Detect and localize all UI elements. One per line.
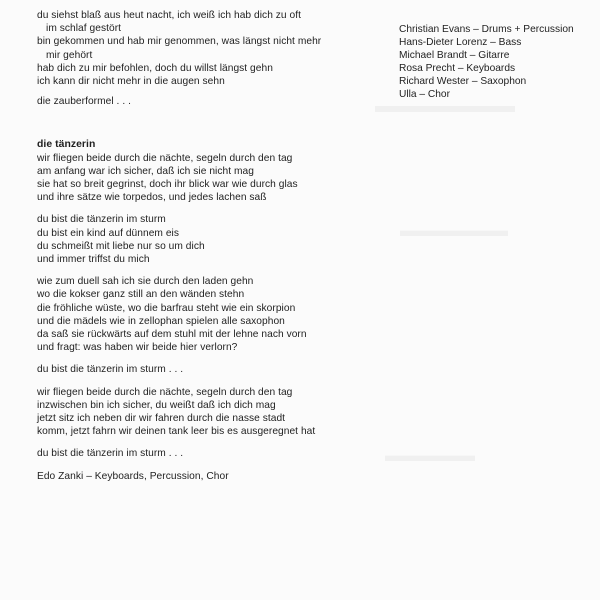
credit-line: Christian Evans – Drums + Percussion: [399, 24, 574, 35]
stanza-3: [37, 386, 377, 439]
credit-line: Michael Brandt – Gitarre: [399, 50, 510, 62]
lyric-line: da saß sie rückwärts auf dem stuhl mit der lehne nach vorn: [37, 329, 307, 341]
lyric-line: und ihre sätze wie torpedos, und jedes lachen saß: [37, 192, 267, 204]
stanza-2: [37, 275, 377, 354]
lyric-line: bin gekommen und hab mir genommen, was längst nicht mehr: [37, 36, 322, 48]
lyric-line: am anfang war ich sicher, daß ich sie nicht mag: [37, 165, 254, 177]
lyric-line: du bist die tänzerin im sturm: [37, 214, 166, 226]
lyric-line: komm, jetzt fahrn wir deinen tank leer bis es ausgeregnet hat: [37, 426, 316, 438]
refrain-line: du bist die tänzerin im sturm . . .: [37, 364, 184, 376]
credit-line: Ulla – Chor: [399, 89, 450, 101]
lyric-line: und die mädels wie in zellophan spielen alle saxophon: [37, 315, 285, 327]
credit-line: Richard Wester – Saxophon: [399, 76, 527, 88]
chorus-1: [37, 213, 377, 266]
lyric-line: und fragt: was haben wir beide hier verlorn?: [37, 342, 238, 354]
song1-ending: die zauberformel . . .: [37, 96, 131, 108]
lyric-line: im schlaf gestört: [46, 23, 122, 35]
credit-line: Hans-Dieter Lorenz – Bass: [399, 37, 522, 49]
lyric-line: die fröhliche wüste, wo die barfrau steht wie ein skorpion: [37, 302, 296, 314]
song1-lines: [37, 9, 377, 88]
lyric-line: jetzt sitz ich neben dir wir fahren durch die nasse stadt: [37, 413, 286, 425]
lyric-line: sie hat so breit gegrinst, doch ihr blick war wie durch glas: [37, 179, 298, 191]
song-title: die tänzerin: [37, 139, 96, 151]
lyric-line: wir fliegen beide durch die nächte, segeln durch den tag: [37, 386, 293, 398]
lyrics-column: [37, 9, 377, 483]
refrain-line: du bist die tänzerin im sturm . . .: [37, 448, 184, 460]
lyric-line: du siehst blaß aus heut nacht, ich weiß ich hab dich zu oft: [37, 10, 302, 21]
show-through-background-2: [400, 220, 508, 241]
lyric-line: ich kann dir nicht mehr in die augen sehn: [37, 76, 225, 88]
lyric-line: mir gehört: [46, 49, 93, 61]
show-through-background-3: [385, 445, 475, 466]
lyric-line: hab dich zu mir befohlen, doch du willst längst gehn: [37, 62, 273, 74]
musician-credit: Edo Zanki – Keyboards, Percussion, Chor: [37, 470, 229, 482]
lyric-line: und immer triffst du mich: [37, 254, 150, 266]
lyric-line: wo die kokser ganz still an den wänden stehn: [37, 289, 245, 301]
credit-line: Rosa Precht – Keyboards: [399, 63, 516, 75]
lyric-line: du bist ein kind auf dünnem eis: [37, 227, 180, 239]
lyric-line: wie zum duell sah ich sie durch den laden gehn: [37, 276, 254, 288]
lyric-line: wir fliegen beide durch die nächte, segeln durch den tag: [37, 152, 293, 164]
stanza-1: [37, 152, 377, 205]
lyric-line: inzwischen bin ich sicher, du weißt daß ich dich mag: [37, 399, 276, 411]
lyric-line: du schmeißt mit liebe nur so um dich: [37, 240, 205, 252]
credits-column: [399, 23, 589, 102]
